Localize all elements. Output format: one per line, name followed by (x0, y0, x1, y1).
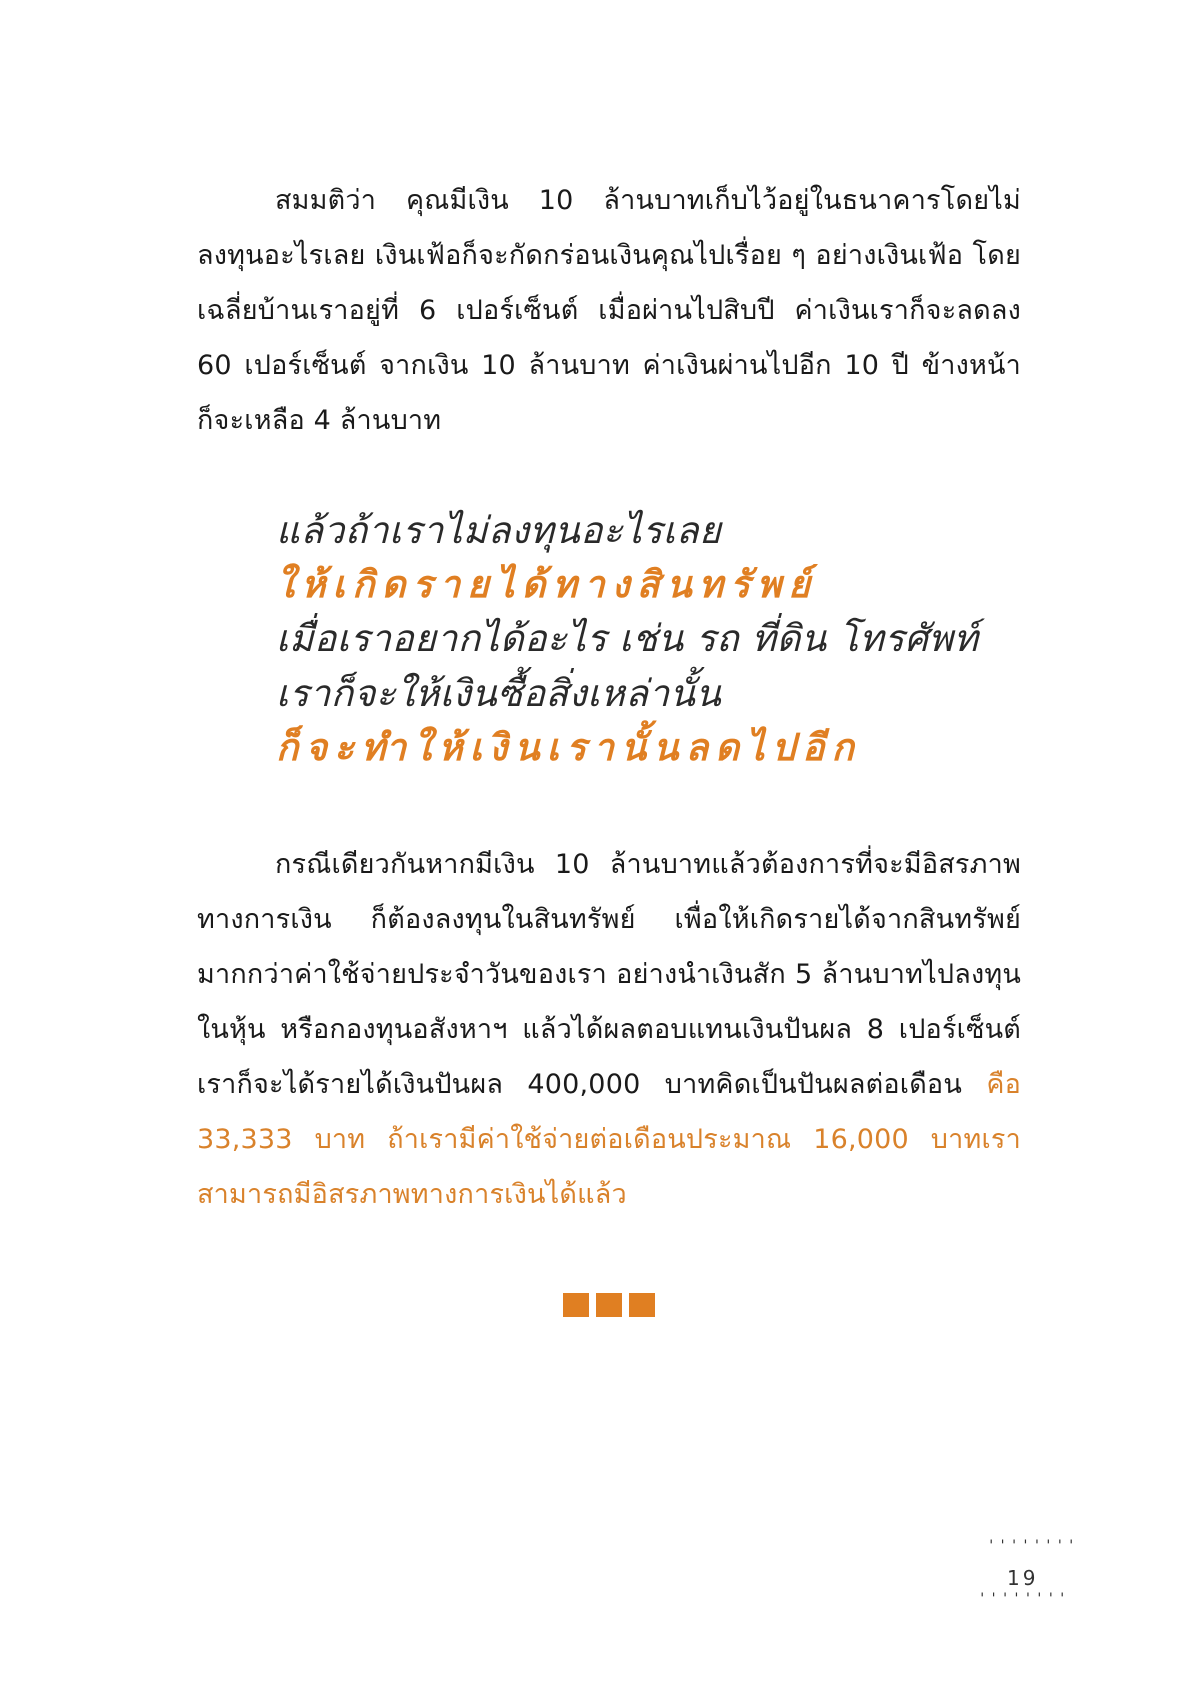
paragraph-2-highlight-line: สามารถมีอิสรภาพทางการเงินได้แล้ว (197, 1179, 627, 1210)
divider-square (629, 1293, 655, 1317)
divider-square (563, 1293, 589, 1317)
paragraph-2-line (197, 1065, 1021, 1105)
paragraph-1-line: 60 เปอร์เซ็นต์ จากเงิน 10 ล้านบาท ค่าเงินผ่านไปอีก 10 ปี ข้างหน้า (197, 350, 1021, 381)
paragraph-2-text: เราก็จะได้รายได้เงินปันผล 400,000 บาทคิดเป็นปันผลต่อเดือน (197, 1069, 963, 1100)
page-number-ticks-top: '''''''' (987, 1538, 1079, 1554)
divider-square (596, 1293, 622, 1317)
paragraph-1-line: เฉลี่ยบ้านเราอยู่ที่ 6 เปอร์เซ็นต์ เมื่อผ่านไปสิบปี ค่าเงินเราก็จะลดลง (197, 295, 1021, 326)
paragraph-2-highlight-line: 33,333 บาท ถ้าเรามีค่าใช้จ่ายต่อเดือนประมาณ 16,000 บาทเรา (197, 1124, 1021, 1155)
paragraph-2-line: มากกว่าค่าใช้จ่ายประจำวันของเรา อย่างนำเงินสัก 5 ล้านบาทไปลงทุน (197, 959, 1021, 990)
quote-line-highlight: ก็จะทำให้เงินเรานั้นลดไปอีก (276, 725, 861, 769)
quote-line-highlight: ให้เกิดรายได้ทางสินทรัพย์ (276, 562, 817, 606)
paragraph-1-line: ลงทุนอะไรเลย เงินเฟ้อก็จะกัดกร่อนเงินคุณไปเรื่อย ๆ อย่างเงินเฟ้อ โดย (197, 240, 1021, 271)
page-number-ticks-bottom: '''''''' (978, 1591, 1070, 1607)
paragraph-1-line: ก็จะเหลือ 4 ล้านบาท (197, 405, 442, 436)
paragraph-1-line: สมมติว่า คุณมีเงิน 10 ล้านบาทเก็บไว้อยู่ในธนาคารโดยไม่ (275, 185, 1021, 216)
page-number: 19 (1007, 1566, 1039, 1590)
paragraph-2-line: ทางการเงิน ก็ต้องลงทุนในสินทรัพย์ เพื่อให้เกิดรายได้จากสินทรัพย์ (197, 904, 1021, 935)
quote-line: เมื่อเราอยากได้อะไร เช่น รถ ที่ดิน โทรศัพท์ (276, 617, 979, 660)
paragraph-2-line: ในหุ้น หรือกองทุนอสังหาฯ แล้วได้ผลตอบแทนเงินปันผล 8 เปอร์เซ็นต์ (197, 1014, 1021, 1045)
section-divider (563, 1293, 655, 1317)
paragraph-2-line: กรณีเดียวกันหากมีเงิน 10 ล้านบาทแล้วต้องการที่จะมีอิสรภาพ (275, 849, 1021, 880)
quote-line: เราก็จะให้เงินซื้อสิ่งเหล่านั้น (276, 672, 722, 715)
quote-line: แล้วถ้าเราไม่ลงทุนอะไรเลย (276, 509, 722, 552)
paragraph-2-highlight: คือ (986, 1069, 1021, 1100)
